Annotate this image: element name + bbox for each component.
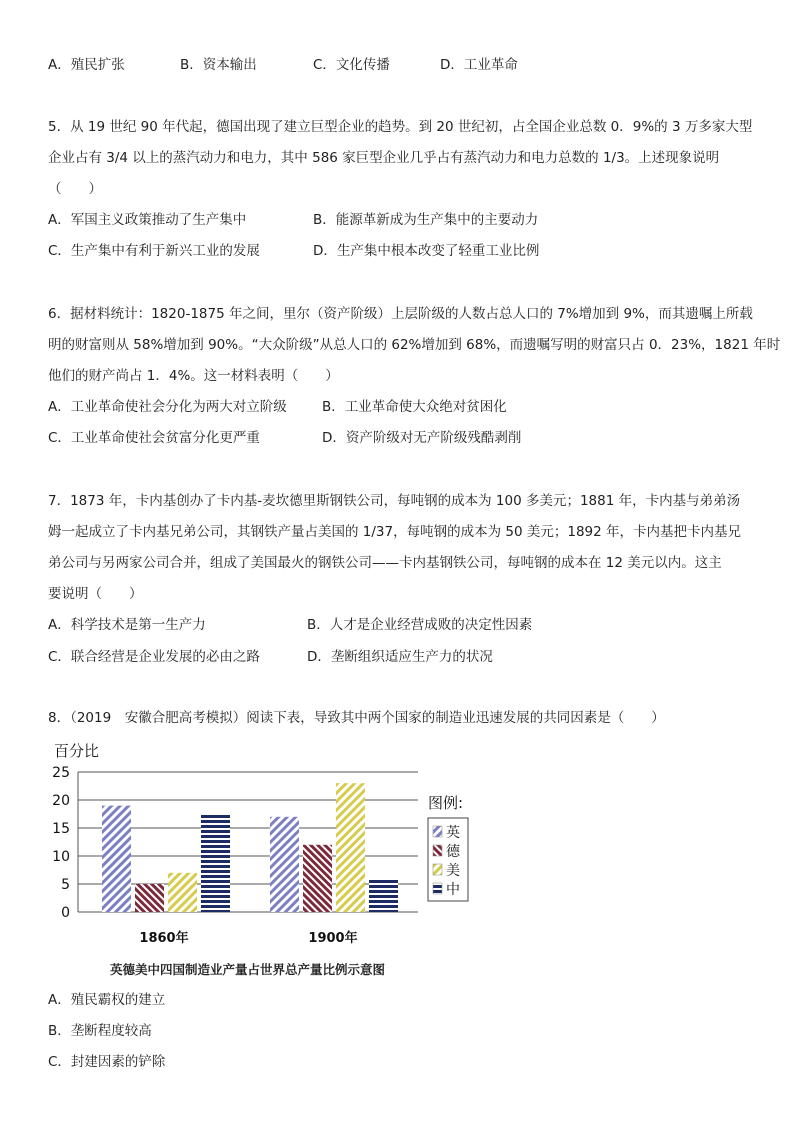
legend-label-美: 美 (446, 863, 460, 879)
x-tick-label: 1860年 (139, 931, 189, 946)
q4-option-b: B．资本输出 (180, 57, 257, 73)
legend-swatch-美 (433, 864, 442, 875)
q5-option-b: B．能源革新成为生产集中的主要动力 (313, 212, 539, 228)
legend-swatch-中 (433, 883, 442, 894)
chart-caption: 英德美中四国制造业产量占世界总产量比例示意图 (110, 962, 386, 977)
q8-option-c: C．封建因素的铲除 (48, 1054, 166, 1070)
bar-中-1900年 (369, 878, 398, 912)
legend-swatch-英 (433, 826, 442, 837)
q8-option-a: A．殖民霸权的建立 (48, 992, 166, 1008)
q7-option-a: A．科学技术是第一生产力 (48, 617, 206, 633)
q7-option-d: D．垄断组织适应生产力的状况 (307, 649, 493, 665)
q5-option-a: A．军国主义政策推动了生产集中 (48, 212, 247, 228)
q6-option-b: B．工业革命使大众绝对贫困化 (322, 399, 507, 415)
q7-stem-line-4: 要说明（ ） (48, 586, 143, 602)
q5-stem-line-3: （ ） (48, 181, 102, 197)
q8-stem: 8．（2019 安徽合肥高考模拟）阅读下表，导致其中两个国家的制造业迅速发展的共同因素是（ ） (48, 710, 665, 726)
q7-option-c: C．联合经营是企业发展的必由之路 (48, 649, 260, 665)
legend-title: 图例: (428, 794, 464, 812)
bar-美-1900年 (336, 783, 365, 912)
y-axis-label: 百分比 (54, 742, 100, 760)
legend-label-中: 中 (446, 882, 460, 898)
x-tick-label: 1900年 (308, 931, 358, 946)
bar-英-1900年 (270, 817, 299, 912)
q6-stem-line-1: 6．据材料统计：1820-1875 年之间，里尔（资产阶级）上层阶级的人数占总人口的 7%增加到 9%，而其遗嘱上所载 (48, 306, 753, 322)
y-tick-label: 10 (52, 849, 70, 865)
q4-option-a: A．殖民扩张 (48, 57, 125, 73)
y-tick-label: 25 (52, 765, 70, 781)
legend-swatch-德 (433, 845, 442, 856)
bar-德-1860年 (135, 884, 164, 912)
q6-option-d: D．资产阶级对无产阶级残酷剥削 (322, 430, 522, 446)
q6-stem-line-3: 他们的财产尚占 1．4%。这一材料表明（ ） (48, 368, 339, 384)
q7-stem-line-1: 7．1873 年，卡内基创办了卡内基-麦坎德里斯钢铁公司，每吨钢的成本为 100 多美元；1881 年，卡内基与弟弟汤 (48, 493, 741, 509)
q5-stem-line-1: 5．从 19 世纪 90 年代起，德国出现了建立巨型企业的趋势。到 20 世纪初，占全国企业总数 0．9%的 3 万多家大型 (48, 119, 753, 135)
q6-option-a: A．工业革命使社会分化为两大对立阶级 (48, 399, 287, 415)
bar-英-1860年 (102, 806, 131, 912)
q5-stem-line-2: 企业占有 3/4 以上的蒸汽动力和电力，其中 586 家巨型企业几乎占有蒸汽动力和电力总数的 1/3。上述现象说明 (48, 150, 720, 166)
manufacturing-share-chart (48, 740, 473, 950)
y-tick-label: 20 (52, 793, 70, 809)
q6-stem-line-2: 明的财富则从 58%增加到 90%。“大众阶级”从总人口的 62%增加到 68%，而遗嘱写明的财富只占 0．23%，1821 年时 (48, 337, 781, 353)
q5-option-c: C．生产集中有利于新兴工业的发展 (48, 243, 260, 259)
q7-option-b: B．人才是企业经营成败的决定性因素 (307, 617, 533, 633)
y-tick-label: 15 (52, 821, 70, 837)
bar-美-1860年 (168, 873, 197, 912)
bar-中-1860年 (201, 814, 230, 912)
q7-stem-line-2: 姆一起成立了卡内基兄弟公司，其钢铁产量占美国的 1/37，每吨钢的成本为 50 美元；1892 年，卡内基把卡内基兄 (48, 524, 742, 540)
y-tick-label: 0 (61, 905, 70, 921)
bar-德-1900年 (303, 845, 332, 912)
chart-legend (428, 794, 468, 901)
q6-option-c: C．工业革命使社会贫富分化更严重 (48, 430, 260, 446)
q4-option-d: D．工业革命 (440, 57, 518, 73)
q8-option-b: B．垄断程度较高 (48, 1023, 152, 1039)
q7-stem-line-3: 弟公司与另两家公司合并，组成了美国最火的钢铁公司——卡内基钢铁公司，每吨钢的成本在 12 美元以内。这主 (48, 555, 722, 571)
q4-option-c: C．文化传播 (313, 57, 390, 73)
q5-option-d: D．生产集中根本改变了轻重工业比例 (313, 243, 540, 259)
y-tick-label: 5 (61, 877, 70, 893)
legend-label-英: 英 (446, 825, 460, 841)
legend-label-德: 德 (446, 844, 460, 860)
